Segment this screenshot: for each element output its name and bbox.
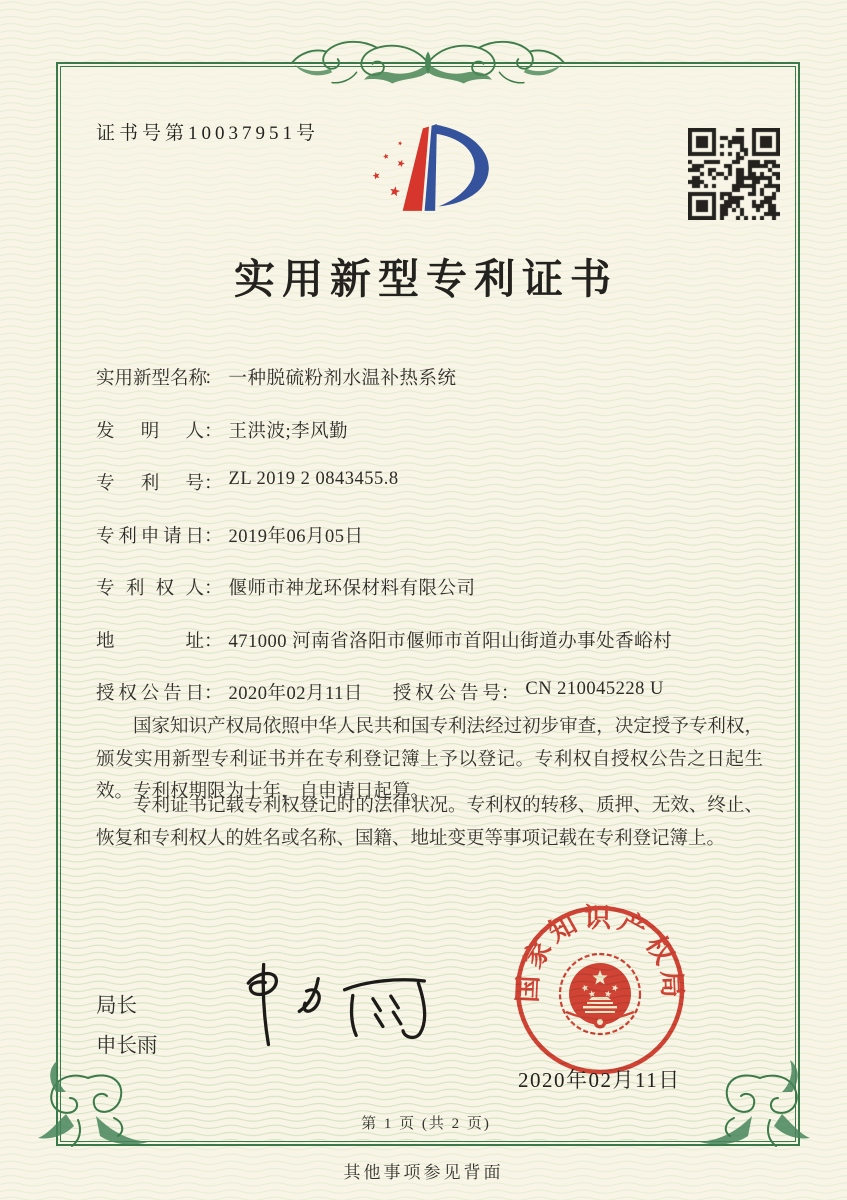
field-value: 一种脱硫粉剂水温补热系统 xyxy=(228,369,457,389)
grant-date-pair: 授权公告日 ： 2020年02月11日 xyxy=(96,679,363,705)
field-label: 实用新型名称 xyxy=(96,369,208,389)
grant-number-pair: 授权公告号 ： CN 210045228 U xyxy=(392,679,664,704)
field-value: 2020年02月11日 xyxy=(228,684,363,704)
footer-note: 其他事项参见背面 xyxy=(343,1163,504,1182)
field-label: 专利权人 xyxy=(96,579,204,599)
field-value: ZL 2019 2 0843455.8 xyxy=(228,469,399,489)
logo-red-wedge xyxy=(403,127,429,211)
field-label: 地址 xyxy=(96,631,204,652)
field-row-patentee: 专利权人 ： 偃师市神龙环保材料有限公司 xyxy=(96,574,763,627)
floral-border-ornament-top xyxy=(287,28,569,94)
field-row-filing-date: 专利申请日 ： 2019年06月05日 xyxy=(96,522,763,575)
director-name: 申长雨 xyxy=(96,1035,158,1057)
seal-date: 2020年02月11日 xyxy=(518,1068,681,1092)
field-row-patent-number: 专利号 ： ZL 2019 2 0843455.8 xyxy=(96,469,399,494)
field-label: 发明人 xyxy=(96,421,204,442)
floral-corner-ornament-bottom-left xyxy=(26,1060,152,1162)
field-value: 2019年06月05日 xyxy=(228,526,364,547)
field-label: 专利号 xyxy=(96,474,204,494)
field-label: 授权公告号 xyxy=(392,684,501,704)
logo-blue-p-bowl xyxy=(435,125,489,207)
national-emblem-icon xyxy=(560,954,640,1034)
legal-status-paragraph: 专利证书记载专利权登记时的法律状况。专利权的转移、质押、无效、终止、恢复和专利权人的姓名或名称、国籍、地址变更等事项记载在专利登记簿上。 xyxy=(96,796,763,849)
field-value: 471000 河南省洛阳市偃师市首阳山街道办事处香峪村 xyxy=(228,631,673,652)
cnipa-logo xyxy=(350,112,508,236)
field-value: 王洪波;李风勤 xyxy=(228,421,349,442)
handwritten-signature xyxy=(233,950,443,1055)
field-label: 授权公告日 xyxy=(96,684,204,704)
field-row-address: 地址 ： 471000 河南省洛阳市偃师市首阳山街道办事处香峪村 xyxy=(96,627,763,680)
qr-code xyxy=(688,128,780,220)
seal-text: 国家知识产权局 xyxy=(512,902,688,1004)
field-label: 专利申请日 xyxy=(96,526,204,547)
page-number: 第 1 页 (共 2 页) xyxy=(361,1116,491,1132)
field-value: 偃师市神龙环保材料有限公司 xyxy=(228,579,476,599)
certificate-title: 实用新型专利证书 xyxy=(234,256,618,302)
director-block xyxy=(96,986,158,1066)
field-row-utility-model-name: 实用新型名称 ： 一种脱硫粉剂水温补热系统 xyxy=(96,364,763,417)
certificate-number: 证书号第10037951号 xyxy=(96,123,320,144)
logo-stars xyxy=(372,140,406,196)
director-title: 局长 xyxy=(96,995,137,1017)
fields-section xyxy=(96,364,763,732)
field-row-inventors: 发明人 ： 王洪波;李风勤 xyxy=(96,417,763,470)
grant-statement-paragraph: 国家知识产权局依照中华人民共和国专利法经过初步审查，决定授予专利权，颁发实用新型专利证书并在专利登记簿上予以登记。专利权自授权公告之日起生效。专利权期限为十年，自申请日起算。 xyxy=(96,717,763,802)
cnipa-official-seal xyxy=(512,902,688,1078)
floral-corner-ornament-bottom-right xyxy=(696,1060,822,1162)
field-value: CN 210045228 U xyxy=(525,679,664,699)
